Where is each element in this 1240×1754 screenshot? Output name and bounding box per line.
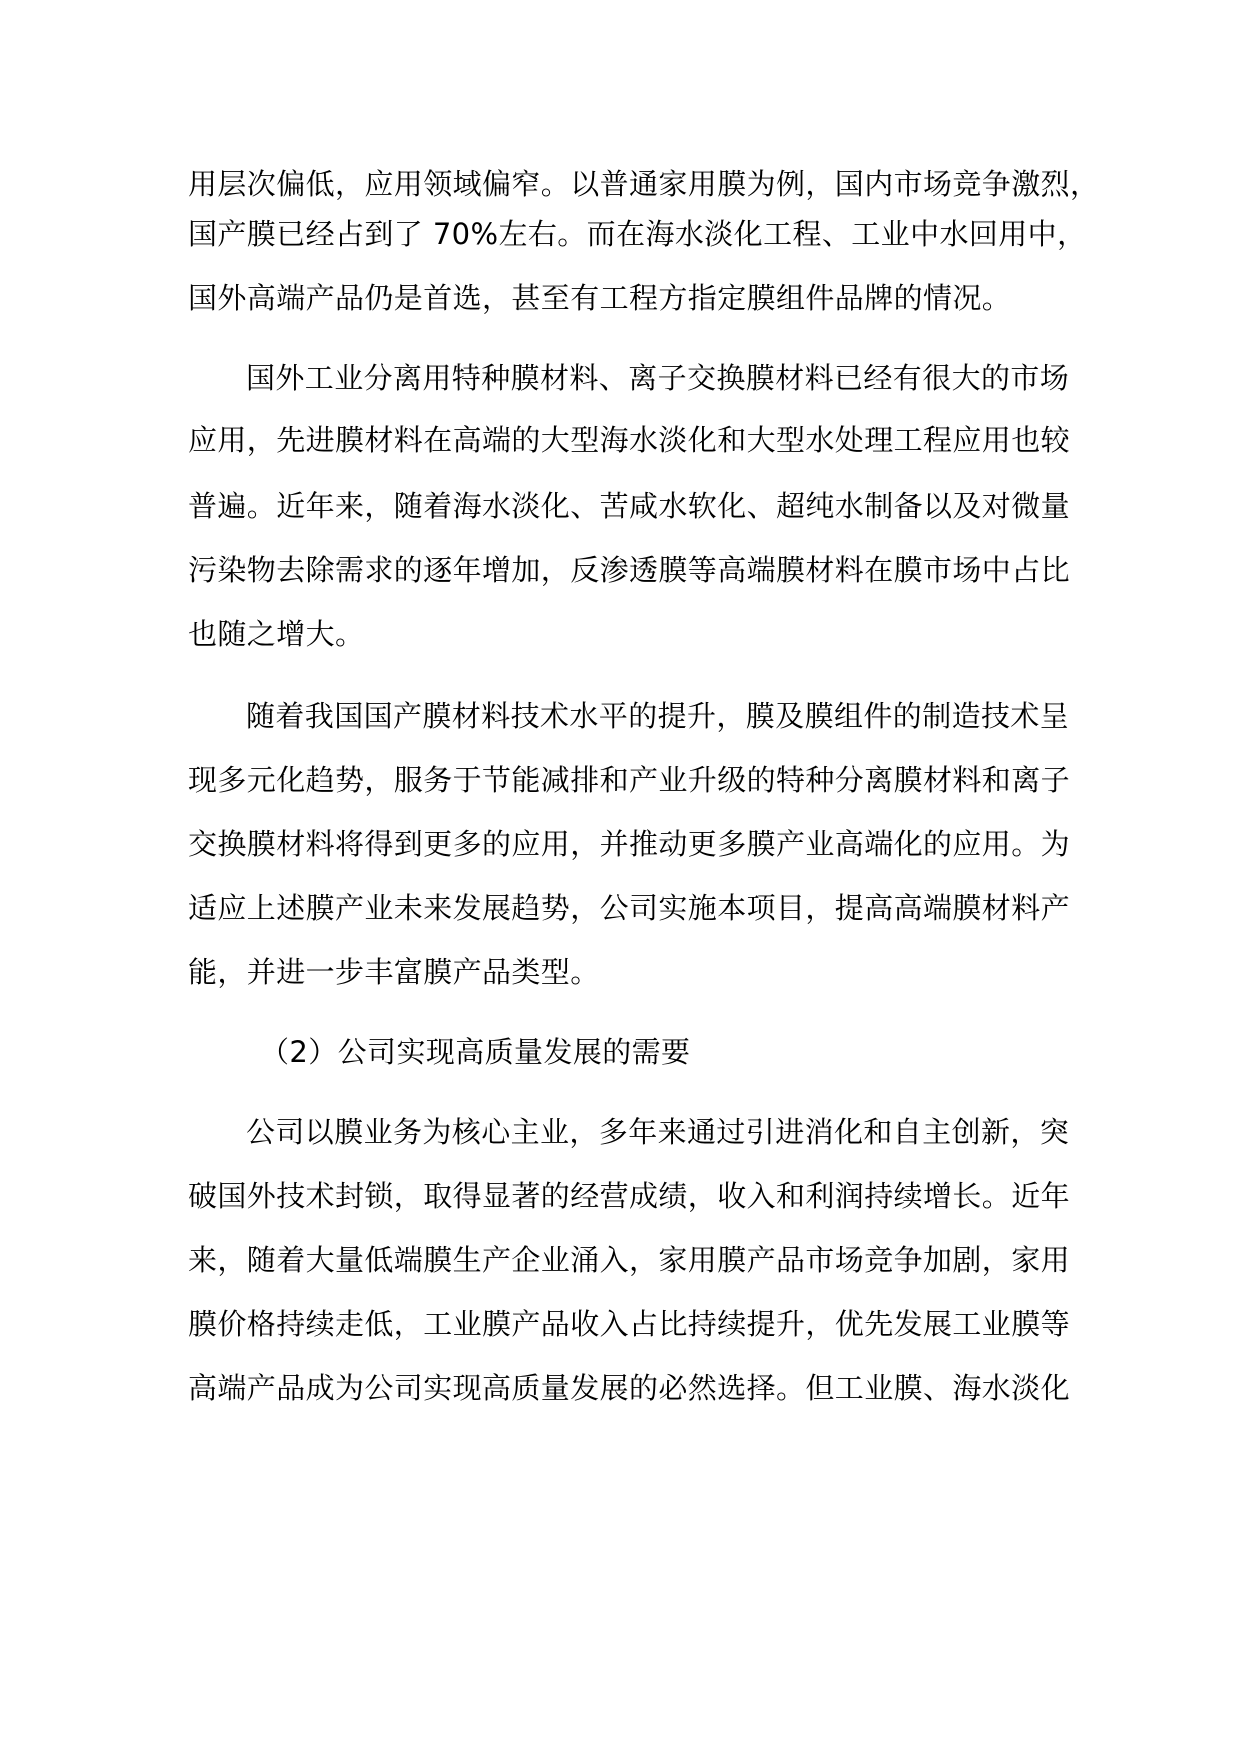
text-line: 应用，先进膜材料在高端的大型海水淡化和大型水处理工程应用也较 xyxy=(188,423,1071,457)
text-line: 破国外技术封锁，取得显著的经营成绩，收入和利润持续增长。近年 xyxy=(188,1179,1071,1213)
text-line: 也随之增大。 xyxy=(188,617,365,651)
text-line: 用层次偏低，应用领域偏窄。以普通家用膜为例，国内市场竞争激烈， xyxy=(188,167,1100,201)
text-line: 普遍。近年来，随着海水淡化、苦咸水软化、超纯水制备以及对微量 xyxy=(188,489,1071,523)
text-line: 交换膜材料将得到更多的应用，并推动更多膜产业高端化的应用。为 xyxy=(188,827,1071,861)
text-line: 国外工业分离用特种膜材料、离子交换膜材料已经有很大的市场 xyxy=(246,361,1070,395)
text-line: 污染物去除需求的逐年增加，反渗透膜等高端膜材料在膜市场中占比 xyxy=(188,553,1071,587)
section-heading: （2）公司实现高质量发展的需要 xyxy=(260,1035,691,1069)
text-line: 来，随着大量低端膜生产企业涌入，家用膜产品市场竞争加剧，家用 xyxy=(188,1243,1071,1277)
text-line: 国外高端产品仍是首选，甚至有工程方指定膜组件品牌的情况。 xyxy=(188,281,1012,315)
text-line: 国产膜已经占到了 70%左右。而在海水淡化工程、工业中水回用中， xyxy=(188,217,1087,251)
text-line: 公司以膜业务为核心主业，多年来通过引进消化和自主创新，突 xyxy=(246,1115,1070,1149)
text-line: 能，并进一步丰富膜产品类型。 xyxy=(188,955,600,989)
text-line: 适应上述膜产业未来发展趋势，公司实施本项目，提高高端膜材料产 xyxy=(188,891,1071,925)
text-line: 膜价格持续走低，工业膜产品收入占比持续提升，优先发展工业膜等 xyxy=(188,1307,1071,1341)
text-line: 随着我国国产膜材料技术水平的提升，膜及膜组件的制造技术呈 xyxy=(246,699,1070,733)
text-line: 高端产品成为公司实现高质量发展的必然选择。但工业膜、海水淡化 xyxy=(188,1371,1071,1405)
text-line: 现多元化趋势，服务于节能减排和产业升级的特种分离膜材料和离子 xyxy=(188,763,1071,797)
